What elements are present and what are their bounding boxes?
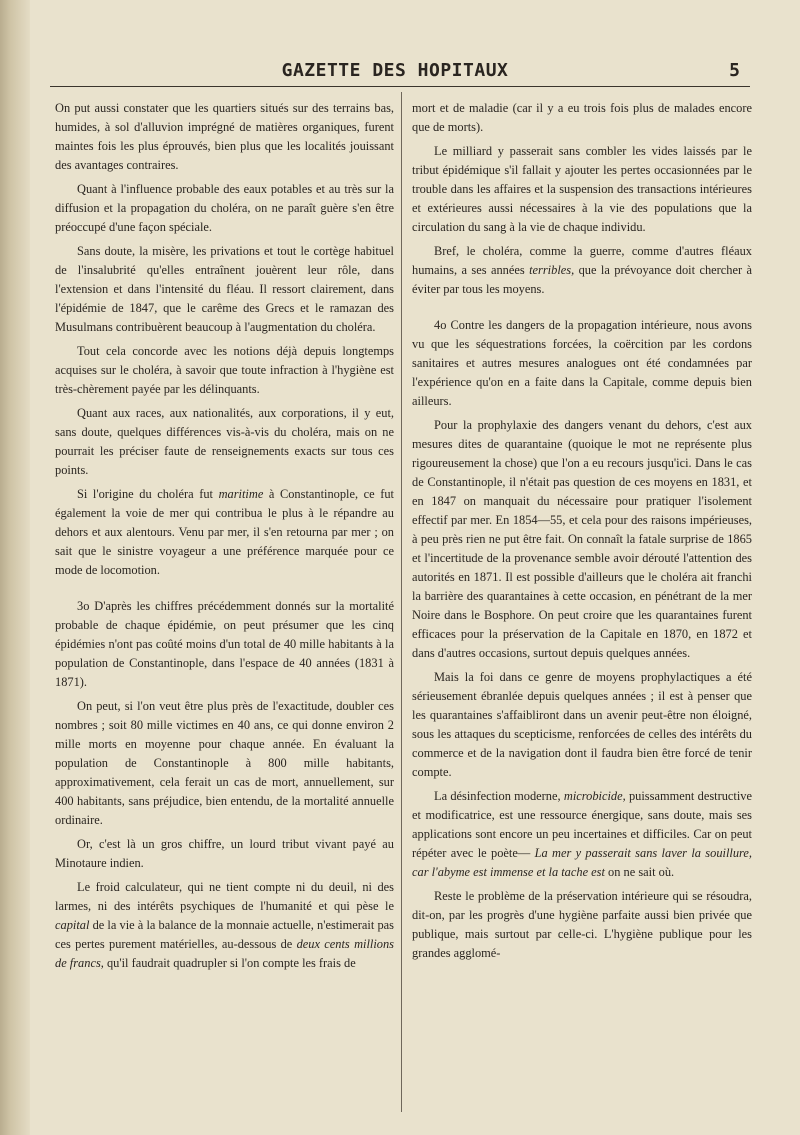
column-divider <box>401 92 402 1112</box>
paragraph: On put aussi constater que les quartiers situés sur des terrains bas, humides, à sol d'alluvion imprégné de matières organiques, furent maintes fois les plus éprouvés, bien plus que les localités jouissant des avantages contraires. <box>55 101 394 172</box>
text-run: Bref, le choléra, comme la guerre, comme d'autres fléaux humains, a ses années <box>412 244 752 277</box>
paragraph: Mais la foi dans ce genre de moyens prophylactiques a été sérieusement ébranlée depuis quelques années ; il est à penser que les quarantaines s'affaibliront dans un avenir peut-être non éloigné, sous les attaques du scepticisme, renforcées de celles des intérêts du commerce et de la navigation dont il faudra bien être forcé de tenir compte. <box>412 670 752 779</box>
italic-text: capital <box>55 918 90 932</box>
left-column <box>55 99 394 978</box>
text-run: on ne sait où. <box>604 865 675 879</box>
italic-text: microbicide, <box>563 789 626 803</box>
paragraph: mort et de maladie (car il y a eu trois fois plus de malades encore que de morts). <box>412 101 752 134</box>
paragraph <box>412 242 752 299</box>
paragraph <box>55 878 394 973</box>
text-run: de la vie à la balance de la monnaie actuelle, n'estimerait pas ces pertes purement matérielles, au-dessous de <box>55 918 394 951</box>
paragraph: Pour la prophylaxie des dangers venant du dehors, c'est aux mesures dites de quarantaine (quoique le mot ne représente plus rigoureusement la chose) que l'on a eu recours jusqu'ici. Dans le cas de Constantinople, il n'était pas question de ces moyens en 1831, et en 1847 on manquait du nécessaire pour pratiquer l'isolement effectif par mer. En 1854—55, et cela pour des raisons impérieuses, à peu près rien ne put être fait. On connaît la fatale surprise de 1865 et l'incertitude de la provenance semble avoir dérouté l'attention des autorités en 1871. Il est possible d'ailleurs que le choléra ait franchi la barrière des quarantaines à cette occasion, en pénétrant de la mer Noire dans le Bosphore. On peut croire que les quarantaines furent efficaces pour la préservation de la Capitale en 1870, en 1872 et dans d'autres occasions, surtout depuis quelques années. <box>412 418 752 660</box>
paragraph <box>412 787 752 882</box>
paragraph: Quant aux races, aux nationalités, aux corporations, il y eut, sans doute, quelques différences vis-à-vis du choléra, mais on ne pourrait les préciser faute de renseignements exacts sur tous ces points. <box>55 406 394 477</box>
text-run: qu'il faudrait quadrupler si l'on compte les frais de <box>103 956 356 970</box>
right-column <box>412 99 752 968</box>
page-number: 5 <box>729 60 740 81</box>
paragraph: Le milliard y passerait sans combler les vides laissés par le tribut épidémique s'il fallait y ajouter les pertes occasionnées par le trouble dans les affaires et la suspension des transactions intérieures et extérieures aussi nécessaires à la vie des populations que la circulation du sang à la vie de chaque individu. <box>412 144 752 234</box>
text-run: La désinfection moderne, <box>434 789 564 803</box>
journal-title: GAZETTE DES HOPITAUX <box>281 60 509 81</box>
text-run: Si l'origine du choléra fut <box>77 487 219 501</box>
paragraph: Quant à l'influence probable des eaux potables et au très sur la diffusion et la propagation du choléra, on ne paraît guère s'en être préoccupé d'une façon spéciale. <box>55 182 394 234</box>
page-binding-edge <box>0 0 30 1135</box>
paragraph: Or, c'est là un gros chiffre, un lourd tribut vivant payé au Minotaure indien. <box>55 837 394 870</box>
text-run: puissamment destructive et modificatrice, est une ressource énergique, sans doute, mais ses applications sont encore un peu incertaines et difficiles. Car on peut répéter avec le poète— <box>412 789 752 860</box>
paragraph: Reste le problème de la préservation intérieure qui se résoudra, dit-on, par les progrès d'une hygiène parfaite aussi bien privée que publique, mais surtout par celle-ci. L'hygiène publique pour les grandes agglomé- <box>412 889 752 960</box>
paragraph: Tout cela concorde avec les notions déjà depuis longtemps acquises sur le choléra, à savoir que toute infraction à l'hygiène est très-chèrement payée par les délinquants. <box>55 344 394 396</box>
paragraph: Sans doute, la misère, les privations et tout le cortège habituel de l'insalubrité qu'elles entraînent jouèrent leur rôle, dans l'extension et dans l'intensité du fléau. Il ressort clairement, dans l'épidémie de 1847, que le carême des Grecs et le ramazan des Musulmans contribuèrent beaucoup à l'augmentation du choléra. <box>55 244 394 334</box>
text-run: à Constantinople, ce fut également la voie de mer qui contribua le plus à le répandre au dehors et aux alentours. Venu par mer, il s'en retourna par mer ; on sait que le sinistre voyageur a une préférence marquée pour ce mode de locomotion. <box>55 487 394 577</box>
header-rule <box>50 86 750 87</box>
italic-text: maritime <box>218 487 264 501</box>
italic-text: La mer y passerait sans laver la souillure, car l'abyme est immense et la tache est <box>412 846 753 879</box>
paragraph <box>55 485 394 580</box>
italic-text: terribles, <box>529 263 575 277</box>
paragraph: 4o Contre les dangers de la propagation intérieure, nous avons vu que les séquestrations forcées, la coërcition par les cordons sanitaires et autres mesures analogues ont été condamnées par l'expérience qu'on en a faite dans la Capitale, comme depuis bien ailleurs. <box>412 318 752 408</box>
paragraph: 3o D'après les chiffres précédemment donnés sur la mortalité probable de chaque épidémie, on peut présumer que les cinq épidémies n'ont pas coûté moins d'un total de 40 mille habitants à la population de Constantinople, dans l'espace de 40 années (1831 à 1871). <box>55 599 394 689</box>
text-run: que la prévoyance doit chercher à éviter par tous les moyens. <box>412 263 752 296</box>
italic-text: deux cents millions de francs, <box>55 937 394 970</box>
page-header <box>40 58 750 88</box>
text-run: Le froid calculateur, qui ne tient compte ni du deuil, ni des larmes, ni des intérêts psychiques de l'humanité et qui pèse le <box>55 880 394 913</box>
paragraph: On peut, si l'on veut être plus près de l'exactitude, doubler ces nombres ; soit 80 mille victimes en 40 ans, ce qui donne environ 2 mille morts en moyenne pour chaque année. En évaluant la population de Constantinople à 800 mille habitants, approximativement, cela ferait un cas de mort, annuellement, sur 400 habitants, sans préjudice, bien entendu, de la mortalité annuelle ordinaire. <box>55 699 394 827</box>
